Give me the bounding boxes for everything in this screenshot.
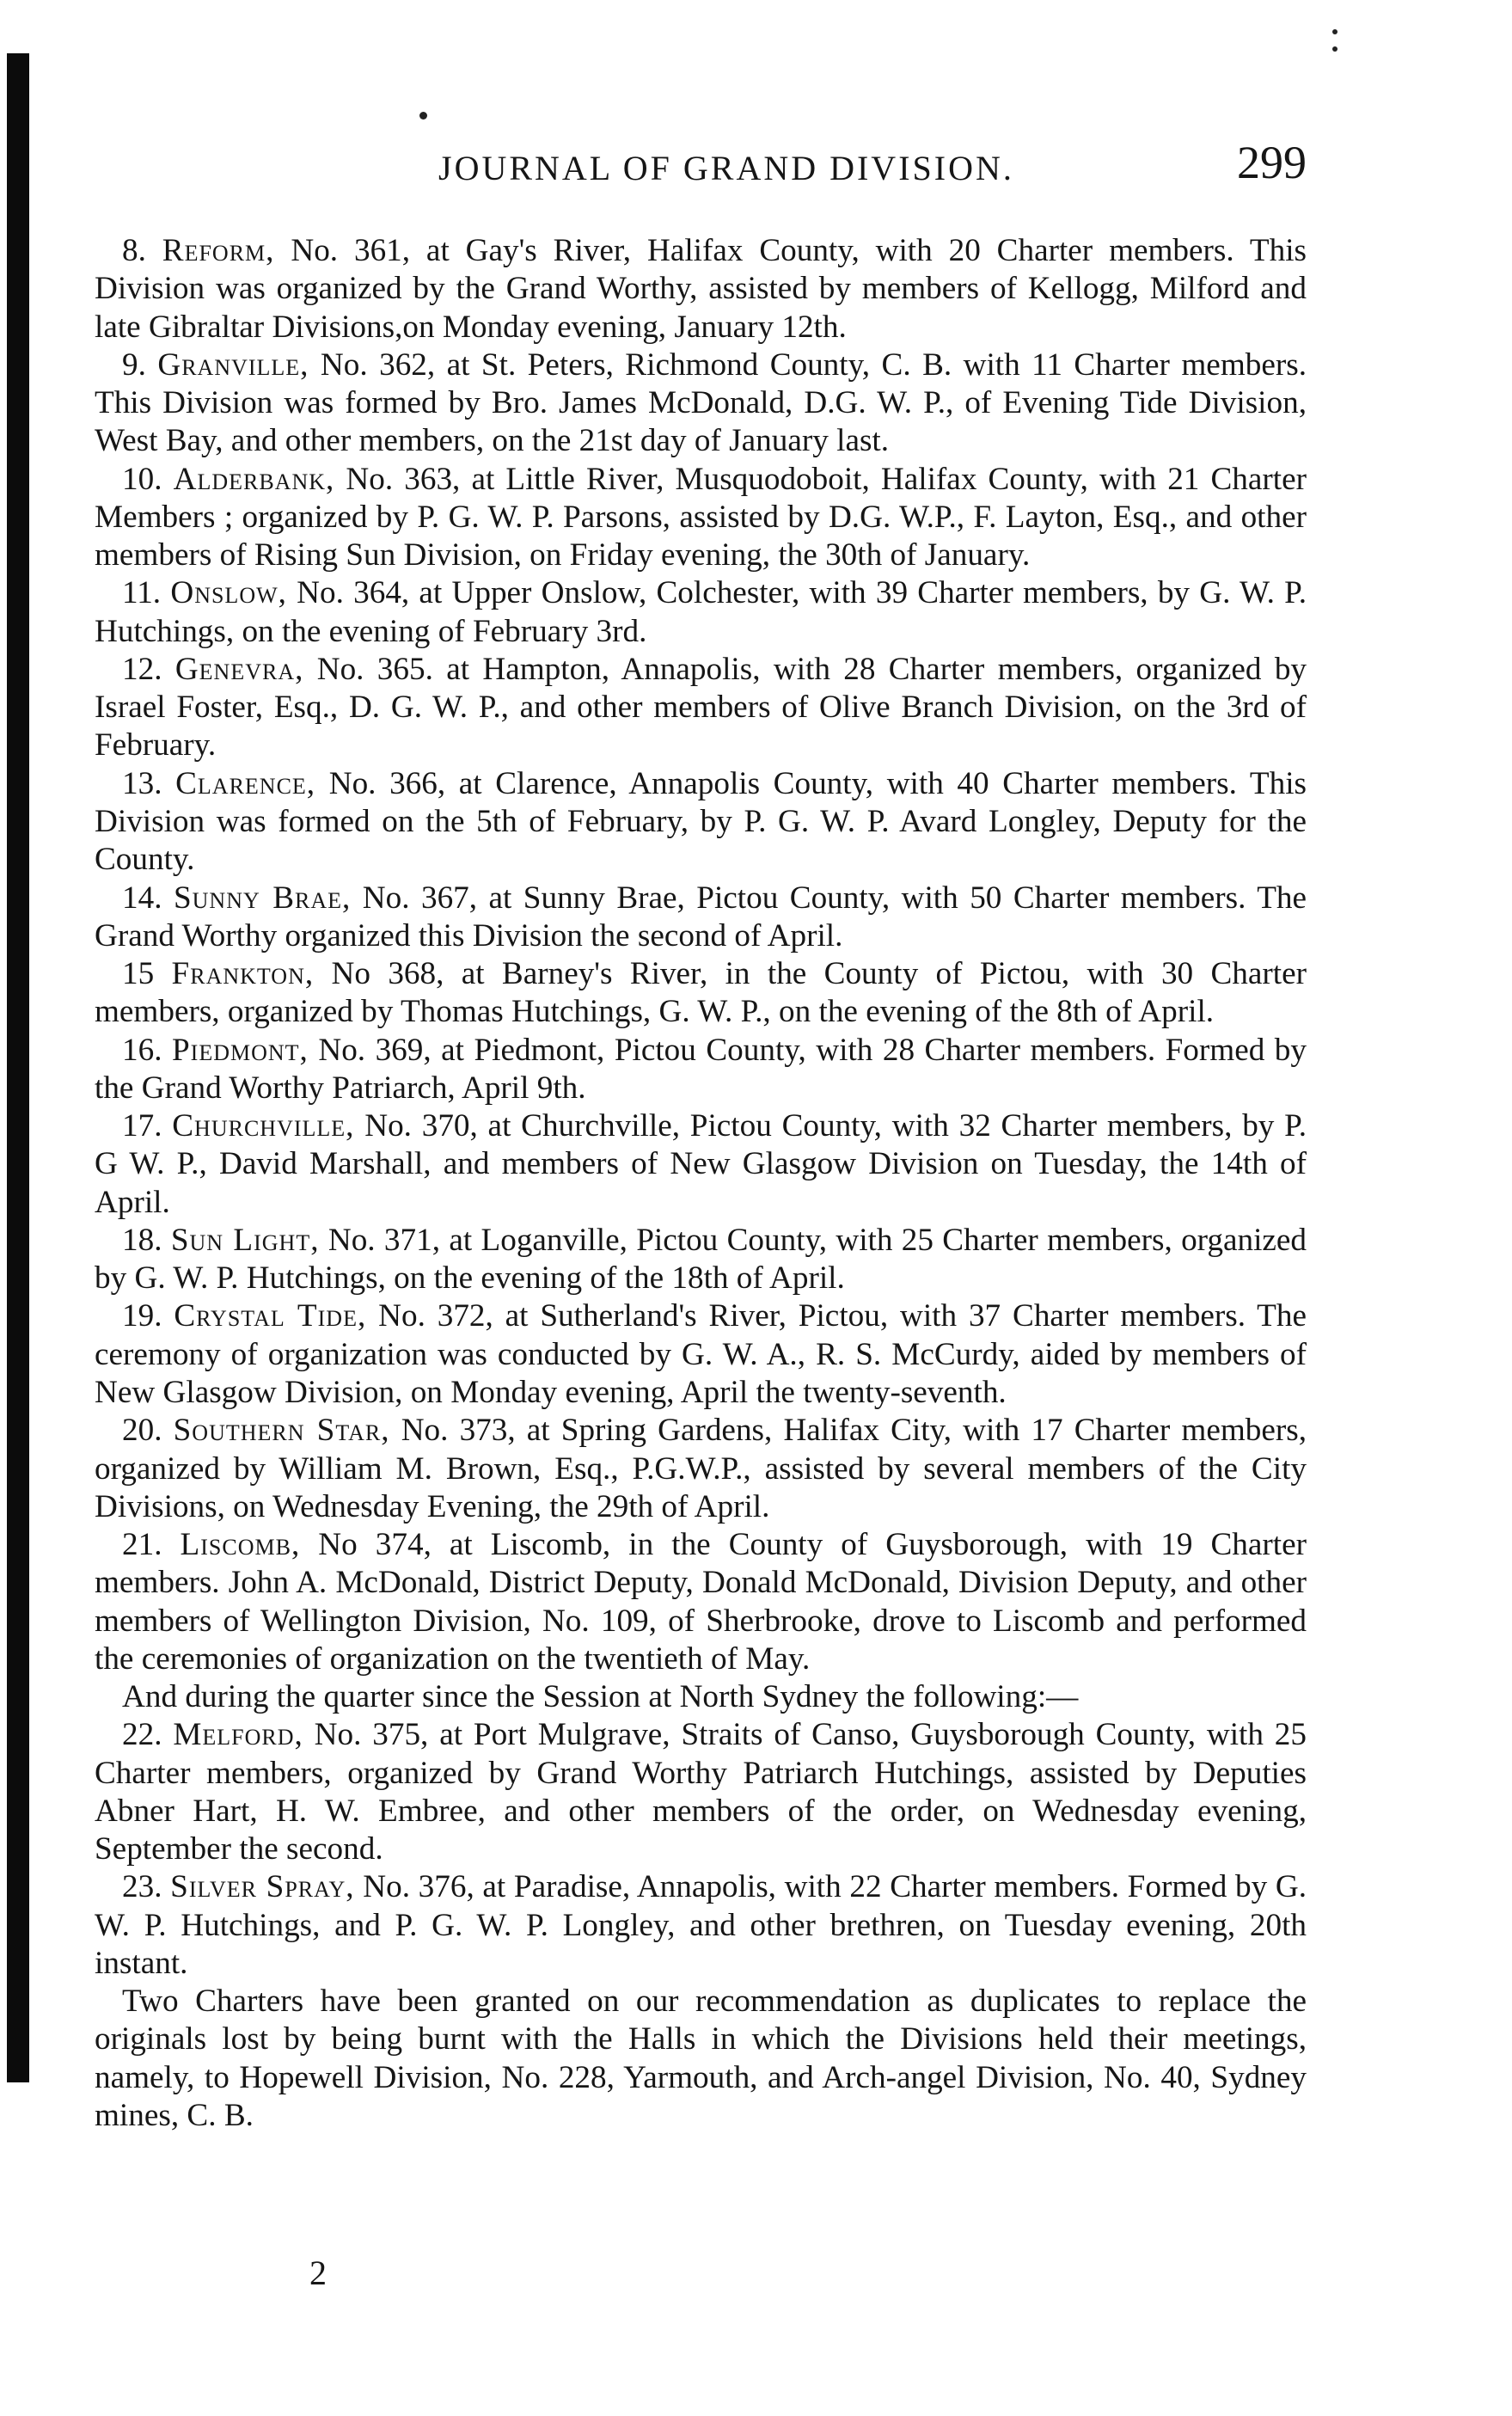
book-spine-shadow — [7, 53, 29, 2082]
entry-number: 19. — [122, 1298, 162, 1334]
division-name: Melford, — [173, 1717, 303, 1753]
division-name: Sun Light, — [170, 1222, 320, 1258]
division-entry — [95, 955, 1307, 1032]
division-name: Churchville, — [172, 1108, 355, 1144]
page-number: 299 — [1237, 137, 1307, 188]
division-entry — [95, 1222, 1307, 1298]
entry-number: 17. — [122, 1108, 162, 1144]
running-title: JOURNAL OF GRAND DIVISION. — [438, 149, 1014, 187]
entry-number: 12. — [122, 651, 162, 687]
division-entry — [95, 651, 1307, 765]
division-entry — [95, 461, 1307, 575]
entry-text: No. 370, at Churchville, Pictou County, with 32 Charter members, by P. G W. P., David Marshall, and members of New Glasgow Division on Tuesday, the 14th of April. — [95, 1108, 1307, 1220]
entry-number: 14. — [122, 880, 162, 916]
division-name: Reform, — [162, 233, 275, 268]
entry-number: 22. — [122, 1717, 162, 1753]
division-name: Granville, — [157, 346, 309, 383]
entry-text: No 374, at Liscomb, in the County of Guysborough, with 19 Charter members. John A. McDonald, District Deputy, Donald McDonald, Division Deputy, and other members of Wellington Division, No. 109, of Sherbrooke, drove to Liscomb and performed the ceremonies of organization on the twentieth of May. — [95, 1527, 1307, 1677]
entry-text: And during the quarter since the Session at North Sydney the following:— — [122, 1679, 1079, 1715]
margin-speck — [1332, 46, 1338, 52]
division-entry — [95, 574, 1307, 651]
division-name: Clarence, — [175, 765, 316, 801]
journal-page — [95, 129, 1307, 2135]
entry-text: No. 366, at Clarence, Annapolis County, with 40 Charter members. This Division was formed on the 5th of February, by P. G. W. P. Avard Longley, Deputy for the County. — [95, 765, 1307, 878]
entry-number: 10. — [122, 461, 162, 497]
entry-text: No. 363, at Little River, Musquodoboit, Halifax County, with 21 Charter Members ; organized by P. G. W. P. Parsons, assisted by D.G. W.P., F. Layton, Esq., and other members of Rising Sun Division, on Friday evening, the 30th of January. — [95, 461, 1307, 573]
division-name: Liscomb, — [180, 1527, 301, 1563]
division-entry — [95, 1868, 1307, 1983]
entry-text: No. 362, at St. Peters, Richmond County, C. B. with 11 Charter members. This Division was formed by Bro. James McDonald, D.G. W. P., of Evening Tide Division, West Bay, and other members, on the 21st day of January last. — [95, 346, 1307, 459]
entry-text: No 368, at Barney's River, in the County of Pictou, with 30 Charter members, organized by Thomas Hutchings, G. W. P., on the evening of the 8th of April. — [95, 956, 1307, 1030]
entry-text: No. 364, at Upper Onslow, Colchester, with 39 Charter members, by G. W. P. Hutchings, on the evening of February 3rd. — [95, 575, 1307, 649]
division-name: Genevra, — [174, 651, 304, 687]
division-entry — [95, 1716, 1307, 1868]
entry-text: No. 373, at Spring Gardens, Halifax City, with 17 Charter members, organized by William M. Brown, Esq., P.G.W.P., assisted by several members of the City Divisions, on Wednesday Evening, the 29th of April. — [95, 1413, 1307, 1524]
entry-number: 9. — [122, 346, 146, 383]
entry-text: No. 367, at Sunny Brae, Pictou County, with 50 Charter members. The Grand Worthy organized this Division the second of April. — [95, 880, 1307, 954]
entry-text: Two Charters have been granted on our recommendation as duplicates to replace the originals lost by being burnt with the Halls in which the Divisions held their meetings, namely, to Hopewell Division, No. 228, Yarmouth, and Arch-angel Division, No. 40, Sydney mines, C. B. — [95, 1984, 1307, 2134]
division-entry — [95, 346, 1307, 461]
entry-text: No. 371, at Loganville, Pictou County, with 25 Charter members, organized by G. W. P. Hutchings, on the evening of the 18th of April. — [95, 1222, 1307, 1297]
page-header — [95, 129, 1307, 206]
division-entry — [95, 232, 1307, 346]
division-name: Silver Spray, — [170, 1869, 355, 1905]
division-name: Sunny Brae, — [173, 880, 352, 916]
entry-text: No. 375, at Port Mulgrave, Straits of Canso, Guysborough County, with 25 Charter members, organized by Grand Worthy Patriarch Hutchings, assisted by Deputies Abner Hart, H. W. Embree, and other members of the order, on Wednesday evening, September the second. — [95, 1717, 1307, 1867]
entry-number: 21. — [122, 1527, 162, 1563]
margin-speck — [1332, 29, 1338, 34]
division-entry — [95, 1032, 1307, 1108]
division-name: Crystal Tide, — [174, 1298, 367, 1334]
duplicate-charters-note — [95, 1983, 1307, 2135]
division-entry — [95, 880, 1307, 956]
division-list — [95, 232, 1307, 2135]
entry-text: No. 369, at Piedmont, Pictou County, with 28 Charter members. Formed by the Grand Worthy Patriarch, April 9th. — [95, 1032, 1307, 1106]
division-name: Onslow, — [170, 575, 287, 611]
entry-number: 16. — [122, 1032, 162, 1068]
entry-number: 11. — [122, 575, 162, 611]
division-entry — [95, 765, 1307, 880]
quarter-intro — [95, 1678, 1307, 1716]
division-entry — [95, 1297, 1307, 1412]
margin-speck — [419, 112, 427, 120]
entry-text: No. 376, at Paradise, Annapolis, with 22 Charter members. Formed by G. W. P. Hutchings, and P. G. W. P. Longley, and other brethren, on Tuesday evening, 20th instant. — [95, 1869, 1307, 1981]
entry-number: 18. — [122, 1222, 162, 1258]
division-name: Southern Star, — [173, 1413, 390, 1449]
entry-number: 13. — [122, 765, 162, 801]
entry-number: 23. — [122, 1869, 162, 1905]
division-name: Frankton, — [171, 956, 315, 992]
division-entry — [95, 1526, 1307, 1678]
entry-number: 8. — [122, 233, 146, 268]
entry-text: No. 365. at Hampton, Annapolis, with 28 Charter members, organized by Israel Foster, Esq., D. G. W. P., and other members of Olive Branch Division, on the 3rd of February. — [95, 651, 1307, 763]
entry-number: 20. — [122, 1413, 162, 1449]
division-entry — [95, 1412, 1307, 1526]
entry-number: 15 — [122, 956, 155, 992]
division-name: Alderbank, — [173, 461, 335, 497]
entry-text: No. 372, at Sutherland's River, Pictou, with 37 Charter members. The ceremony of organization was conducted by G. W. A., R. S. McCurdy, aided by members of New Glasgow Division, on Monday evening, April the twenty-seventh. — [95, 1298, 1307, 1410]
signature-mark: 2 — [309, 2254, 327, 2292]
entry-text: No. 361, at Gay's River, Halifax County, with 20 Charter members. This Division was organized by the Grand Worthy, assisted by members of Kellogg, Milford and late Gibraltar Divisions,on Monday evening, January 12th. — [95, 233, 1307, 345]
division-name: Piedmont, — [171, 1032, 309, 1068]
division-entry — [95, 1107, 1307, 1222]
